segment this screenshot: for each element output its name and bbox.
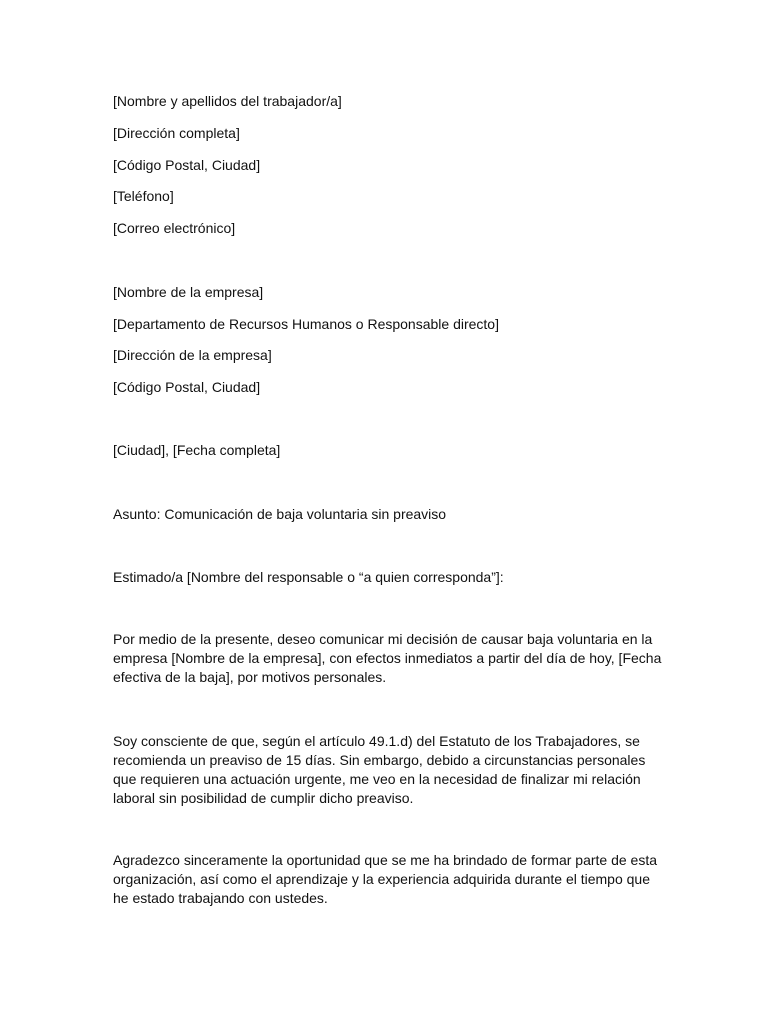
paragraph-line: empresa [Nombre de la empresa], con efectos inmediatos a partir del día de hoy, [Fecha: [113, 650, 662, 666]
paragraph-gratitude: [113, 851, 673, 908]
worker-postal-city: [Código Postal, Ciudad]: [113, 157, 261, 173]
company-department: [Departamento de Recursos Humanos o Responsable directo]: [113, 316, 499, 332]
paragraph-line: recomienda un preaviso de 15 días. Sin embargo, debido a circunstancias personales: [113, 752, 646, 768]
paragraph-line: laboral sin posibilidad de cumplir dicho preaviso.: [113, 790, 414, 806]
date-line: [Ciudad], [Fecha completa]: [113, 442, 281, 458]
greeting-line: Estimado/a [Nombre del responsable o “a quien corresponda”]:: [113, 569, 504, 585]
company-name: [Nombre de la empresa]: [113, 284, 264, 300]
worker-name: [Nombre y apellidos del trabajador/a]: [113, 93, 342, 109]
paragraph-line: he estado trabajando con ustedes.: [113, 890, 328, 906]
subject-line: Asunto: Comunicación de baja voluntaria sin preaviso: [113, 506, 447, 522]
paragraph-line: Agradezco sinceramente la oportunidad que se me ha brindado de formar parte de esta: [113, 852, 658, 868]
company-address: [Dirección de la empresa]: [113, 347, 272, 363]
worker-address: [Dirección completa]: [113, 125, 240, 141]
paragraph-line: organización, así como el aprendizaje y la experiencia adquirida durante el tiempo que: [113, 871, 650, 887]
worker-phone: [Teléfono]: [113, 188, 174, 204]
paragraph-resignation: [113, 630, 673, 687]
paragraph-line: que requieren una actuación urgente, me veo en la necesidad de finalizar mi relación: [113, 771, 641, 787]
paragraph-line: Por medio de la presente, deseo comunicar mi decisión de causar baja voluntaria en la: [113, 631, 653, 647]
paragraph-line: Soy consciente de que, según el artículo 49.1.d) del Estatuto de los Trabajadores, se: [113, 733, 640, 749]
paragraph-notice: [113, 732, 673, 808]
paragraph-line: efectiva de la baja], por motivos personales.: [113, 669, 387, 685]
worker-email: [Correo electrónico]: [113, 220, 236, 236]
company-postal-city: [Código Postal, Ciudad]: [113, 379, 261, 395]
